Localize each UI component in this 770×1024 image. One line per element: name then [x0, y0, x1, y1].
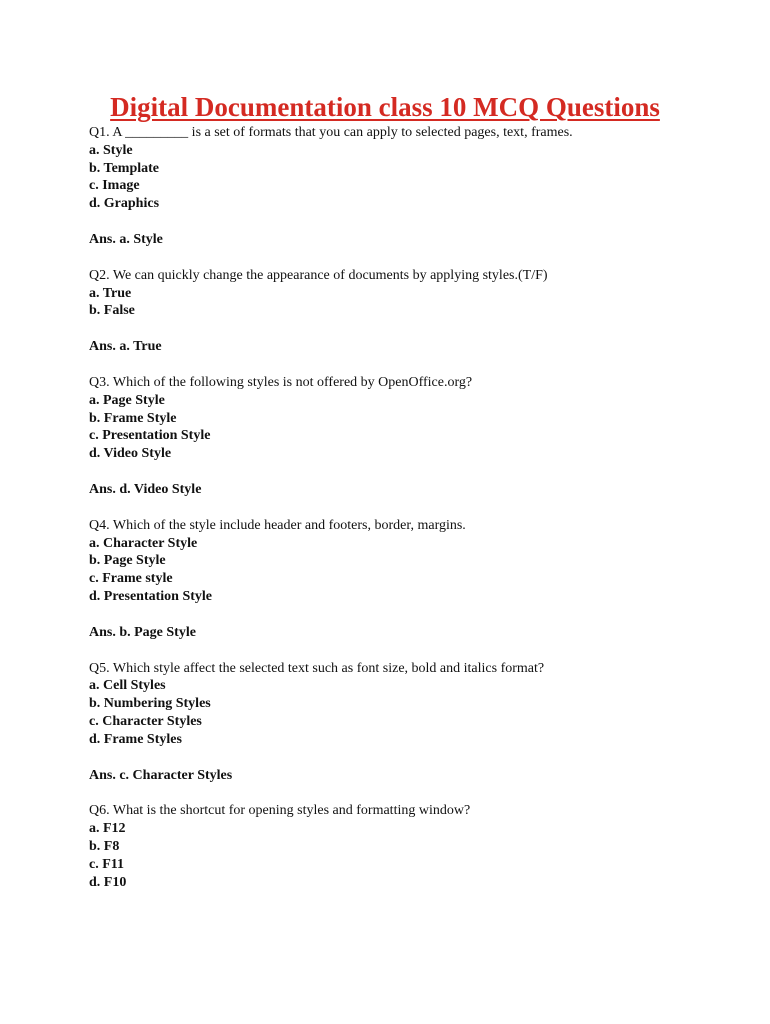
answer-block-3 — [89, 481, 729, 499]
option: a. True — [89, 285, 132, 301]
option: d. Frame Styles — [89, 731, 182, 747]
option: b. Template — [89, 160, 160, 176]
question-block-5 — [89, 660, 729, 749]
question-text: Q5. Which style affect the selected text such as font size, bold and italics format? — [89, 660, 545, 676]
answer-text: Ans. a. True — [89, 339, 162, 355]
page-title: Digital Documentation class 10 MCQ Questions — [110, 92, 660, 122]
question-block-4 — [89, 517, 729, 606]
option: c. Character Styles — [89, 713, 202, 729]
answer-block-4 — [89, 624, 729, 642]
option: b. Frame Style — [89, 410, 177, 426]
question-block-1 — [89, 124, 729, 213]
option: c. F11 — [89, 856, 124, 872]
question-text: Q1. A _________ is a set of formats that you can apply to selected pages, text, frames. — [89, 125, 573, 140]
option: d. F10 — [89, 874, 127, 890]
option: b. False — [89, 303, 135, 319]
answer-block-2 — [89, 338, 729, 356]
option: d. Graphics — [89, 196, 160, 212]
option: c. Frame style — [89, 571, 173, 587]
option: b. Numbering Styles — [89, 696, 211, 712]
option: d. Video Style — [89, 446, 172, 462]
answer-block-1 — [89, 231, 729, 249]
option: a. Character Style — [89, 535, 198, 551]
option: a. Cell Styles — [89, 678, 166, 694]
question-block-6 — [89, 802, 729, 891]
option: d. Presentation Style — [89, 588, 213, 604]
question-text: Q2. We can quickly change the appearance of documents by applying styles.(T/F) — [89, 267, 548, 283]
option: c. Image — [89, 178, 140, 194]
answer-text: Ans. b. Page Style — [89, 624, 196, 640]
answer-text: Ans. a. Style — [89, 231, 163, 247]
answer-text: Ans. c. Character Styles — [89, 767, 233, 783]
question-text: Q4. Which of the style include header and footers, border, margins. — [89, 517, 466, 533]
question-text: Q6. What is the shortcut for opening styles and formatting window? — [89, 803, 471, 819]
answer-text: Ans. d. Video Style — [89, 481, 202, 497]
question-text: Q3. Which of the following styles is not offered by OpenOffice.org? — [89, 374, 473, 390]
question-list — [89, 124, 729, 909]
option: c. Presentation Style — [89, 428, 211, 444]
option: b. Page Style — [89, 553, 166, 569]
option: a. F12 — [89, 821, 126, 837]
option: a. Style — [89, 142, 133, 158]
question-block-3 — [89, 374, 729, 463]
answer-block-5 — [89, 767, 729, 785]
option: b. F8 — [89, 838, 120, 854]
option: a. Page Style — [89, 392, 165, 408]
question-block-2 — [89, 267, 729, 320]
